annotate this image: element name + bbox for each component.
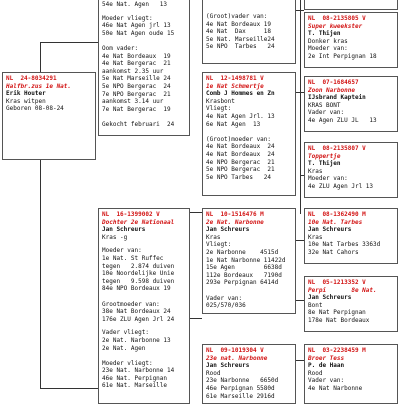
mm-line-2: 46e Perpignan 5580d — [206, 384, 275, 392]
mother-line2-0: Vader vliegt: — [102, 329, 149, 337]
fm-ring: NL 07-1684657 — [308, 79, 359, 86]
father-line-1: 4e Nat Agen Jrl. 13 — [206, 112, 275, 120]
fmm-ring: NL 08-2135807 V — [308, 145, 366, 152]
mother-line2-2: 2e Nat. Agen — [102, 344, 146, 352]
mmf-line-2: 4e Nat Narbonne — [308, 384, 363, 392]
mmf-box — [304, 344, 398, 404]
ff-line-2: 2e Int Perpignan 18 — [308, 52, 377, 60]
subject-color: Kras witpen — [6, 97, 46, 105]
mfm-line-0: Bont — [308, 301, 323, 309]
top-block-6: 4e Nat Bergerac 21 — [102, 60, 171, 68]
connector-subject-down — [40, 158, 41, 388]
top-mid-4: 5e NPO Tarbes 24 — [206, 43, 275, 51]
mf-line-3: 1e Nat Narbonne 11422d — [206, 256, 286, 264]
subject-born: Geboren 08-08-24 — [6, 105, 64, 113]
father-title: 1e Nat Schmertje — [206, 82, 264, 90]
top-block-2: 50e Nat Agen oude 15 — [102, 29, 175, 37]
mm-line-3: 61e Marseille 2916d — [206, 392, 275, 400]
fm-name: IJsbrand Kaptein — [308, 94, 366, 102]
mother-line2-7: 61e Nat. Marseille — [102, 382, 168, 390]
ff-name: T. Thijen — [308, 30, 341, 38]
fmm-line-1: Moeder van: — [308, 175, 348, 183]
fmm-name: T. Thijen — [308, 160, 341, 168]
subject-name: Erik Houter — [6, 90, 46, 98]
mother-line2-3 — [102, 352, 186, 360]
connector-right-vertical — [300, 0, 301, 214]
mother-line-5: 84e NPO Bordeaux 19 — [102, 285, 171, 293]
top-block-11: aankomst 3.14 uur — [102, 98, 164, 106]
connector-mother-mid — [190, 212, 202, 213]
mm-ring: NL 09-1019304 V — [206, 347, 264, 354]
top-block-7: aankomst 2.35 uur — [102, 67, 164, 75]
top-block-1: 46e Nat Agen jrl 13 — [102, 22, 171, 30]
mf-ring: NL 10-1516476 M — [206, 211, 264, 218]
ff-title: Super kweekster — [308, 22, 363, 30]
mff-line-0: Kras — [308, 233, 323, 241]
top-block-12: 7e Nat Bergerac 19 — [102, 105, 171, 113]
mmf-ring: NL 03-2238459 M — [308, 347, 366, 354]
connector-subject-top — [40, 42, 98, 43]
father-color: Krasbont — [206, 97, 235, 105]
ff-line-0: Donker kras — [308, 37, 348, 45]
ff-box — [304, 12, 398, 68]
top-block-10: 7e NPO Bergerac 21 — [102, 90, 171, 98]
connector-right-top — [296, 10, 304, 11]
subject-box — [2, 72, 96, 160]
top-partial-box — [98, 0, 190, 136]
mm-name: Jan Schreurs — [206, 362, 250, 370]
father-box — [202, 72, 296, 196]
connector-to-mother — [40, 388, 98, 389]
mmf-line-0: Rood — [308, 369, 323, 377]
father-line-3 — [206, 128, 292, 136]
top-mid-3: 5e Nat. Marseille24 — [206, 35, 275, 43]
mfm-line-1: 8e Nat Perpignan — [308, 309, 366, 317]
ff-line-1: Moeder van: — [308, 45, 348, 53]
mff-box — [304, 208, 398, 264]
mf-line-4: 15e Agen 6638d — [206, 264, 282, 272]
top-mid-2: 4e Nat Dax 18 — [206, 28, 272, 36]
top-block-9: 5e NPO Bergerac 24 — [102, 82, 171, 90]
top-block-14: Gekocht februari 24 — [102, 120, 175, 128]
father-line-0: Vliegt: — [206, 105, 232, 113]
mother-line-2: tegen 2.874 duiven — [102, 262, 175, 270]
father-line-7: 4e NPO Bergerac 21 — [206, 158, 275, 166]
father-ring: NL 12-1498781 V — [206, 75, 264, 82]
mmf-title: Broer Tess — [308, 354, 345, 362]
subject-title: Halfbr.zus 1e Nat. — [6, 82, 72, 90]
mother-breeder: Jan Schreurs — [102, 226, 146, 234]
subject-ring: NL 24-8034291 — [6, 75, 57, 82]
mother-ring: NL 16-1399002 V — [102, 211, 160, 218]
mf-line-6: 293e Perpignan 6414d — [206, 279, 279, 287]
mother-line-8: 38e Nat Bordeaux 24 — [102, 308, 171, 316]
top-mid-box — [202, 0, 296, 64]
mfm-name: Jan Schreurs — [308, 294, 352, 302]
mother-line-7: Grootmoeder van: — [102, 300, 160, 308]
fmm-title: Toppertje — [308, 152, 341, 160]
top-right-box — [304, 0, 398, 10]
top-block-0: Moeder vliegt: — [102, 14, 153, 22]
mother-line2-6: 46e Nat. Perpignan — [102, 374, 168, 382]
mf-title: 2e Nat. Narbonne — [206, 218, 264, 226]
mfm-title: Perpi 8e Nat. — [308, 286, 377, 294]
mf-line-5: 112e Bordeaux 7190d — [206, 271, 282, 279]
mf-line-8: Vader van: — [206, 294, 243, 302]
mother-line-0: Moeder van: — [102, 247, 142, 255]
connector-mf-right2 — [296, 300, 304, 301]
mm-line-0: Rood — [206, 369, 221, 377]
mother-line-4: tegen 9.598 duiven — [102, 277, 175, 285]
mother-title: Dochter 2e Nationaal — [102, 218, 175, 226]
fmm-box — [304, 142, 398, 198]
mf-line-0: Kras — [206, 233, 221, 241]
mm-title: 23e nat. Narbonne — [206, 354, 268, 362]
mother-line-6 — [102, 293, 186, 301]
mf-box — [202, 208, 296, 314]
fm-line-1: Vader van: — [308, 109, 345, 117]
father-line-4: (Groot)moeder van: — [206, 135, 272, 143]
father-line-8: 5e NPO Bergerac 21 — [206, 166, 275, 174]
mother-line2-4: Moeder vliegt: — [102, 359, 153, 367]
mother-line-9: 176e ZLU Agen Jrl 24 — [102, 315, 175, 323]
mother-line-3: 10e Noordelijke Unie — [102, 270, 175, 278]
top-mid-1: 4e Nat Bordeaux 19 — [206, 20, 272, 28]
fm-line-2: 4e Agen ZLU JL 13 — [308, 116, 377, 124]
fmm-line-2: 4e ZLU Agen Jrl 13 — [308, 182, 374, 190]
fm-title: Zoon Narbonne — [308, 86, 355, 94]
mother-line-1: 1e Nat. St Ruffec — [102, 254, 164, 262]
mother-color: Kras -g — [102, 233, 128, 241]
mf-line-7 — [206, 287, 292, 295]
connector-mother-lower — [190, 318, 202, 319]
mfm-ring: NL 05-1213352 V — [308, 279, 366, 286]
ff-ring: NL 08-2135805 V — [308, 15, 366, 22]
top-block-4: Oom vader: — [102, 44, 139, 52]
mmf-line-1: Vader van: — [308, 377, 345, 385]
mff-ring: NL 08-1362490 M — [308, 211, 366, 218]
fm-line-0: KRAS BONT — [308, 101, 341, 109]
connector-mf-right — [296, 240, 304, 241]
mff-line-1: 10e Nat Tarbes 3363d — [308, 241, 381, 249]
top-block-5: 4e Nat Bordeaux 19 — [102, 52, 171, 60]
mf-line-2: 2e Narbonne 4515d — [206, 248, 279, 256]
mmf-name: P. de Haan — [308, 362, 345, 370]
fm-box — [304, 76, 398, 132]
mff-name: Jan Schreurs — [308, 226, 352, 234]
fmm-line-0: Kras — [308, 167, 323, 175]
top-block-8: 5e Nat Marseille 24 — [102, 75, 171, 83]
mf-name: Jan Schreurs — [206, 226, 250, 234]
father-line-2: 6e Nat Agen 13 — [206, 120, 261, 128]
mff-line-2: 32e Nat Cahors — [308, 248, 359, 256]
mother-box — [98, 208, 190, 404]
top-block-13 — [102, 113, 186, 121]
top-line: 54e Nat. Agen 13 — [102, 1, 168, 8]
connector-subject-vertical — [40, 42, 41, 72]
top-mid-0: (Groot)vader van: — [206, 13, 268, 20]
mfm-box — [304, 276, 398, 332]
father-line-6: 4e Nat Bordeaux 24 — [206, 150, 275, 158]
mm-line-1: 23e Narbonne 6650d — [206, 377, 279, 385]
mother-line2-1: 2e Nat. Narbonne 13 — [102, 336, 171, 344]
father-line-9: 5e NPO Tarbes 24 — [206, 173, 272, 181]
father-breeder: Comb J Hommes en Zn — [206, 90, 275, 98]
mfm-line-2: 178e Nat Bordeaux — [308, 316, 370, 324]
mf-line-9: 025/570/036 — [206, 302, 246, 310]
mff-title: 10e Nat. Tarbes — [308, 218, 363, 226]
mf-line-1: Vliegt: — [206, 241, 232, 249]
mm-box — [202, 344, 296, 404]
father-line-5: 4e Nat Bordeaux 24 — [206, 143, 275, 151]
connector-mm-right — [296, 360, 304, 361]
mother-line2-5: 23e Nat. Narbonne 14 — [102, 367, 175, 375]
top-block-3 — [102, 37, 186, 45]
